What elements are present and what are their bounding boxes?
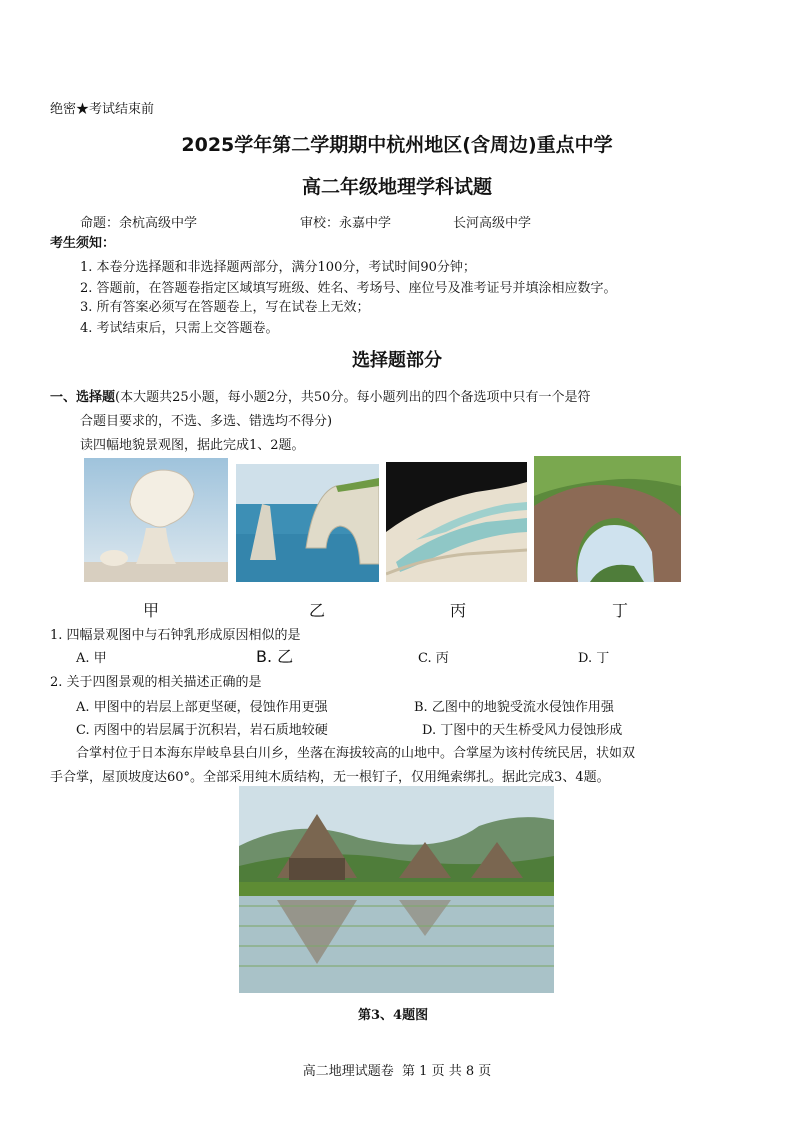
label-ding: 丁 <box>612 601 629 620</box>
photo-bing <box>386 462 527 582</box>
q2-option-c: C. 丙图中的岩层属于沉积岩，岩石质地较硬 <box>76 723 328 738</box>
secret-label: 绝密★考试结束前 <box>50 102 155 117</box>
proposer: 命题：余杭高级中学 <box>80 216 198 231</box>
photo-yi <box>236 464 379 582</box>
village-caption: 第3、4题图 <box>358 1008 429 1023</box>
passage-line-2: 手合掌，屋顶坡度达60°。全部采用纯木质结构，无一根钉子，仅用绳索绑扎。据此完成3、4题。 <box>50 770 610 785</box>
q2-option-b: B. 乙图中的地貌受流水侵蚀作用强 <box>414 700 614 715</box>
travertine-terrace-icon <box>386 462 527 582</box>
passage-line-1: 合掌村位于日本海东岸岐阜县白川乡，坐落在海拔较高的山地中。合掌屋为该村传统民居，状如双 <box>76 746 636 761</box>
q2-option-d: D. 丁图中的天生桥受风力侵蚀形成 <box>422 723 623 738</box>
mushroom-rock-icon <box>84 458 228 582</box>
q2-option-a: A. 甲图中的岩层上部更坚硬，侵蚀作用更强 <box>76 700 328 715</box>
notice-item: 4. 考试结束后，只需上交答题卷。 <box>80 321 279 336</box>
notice-item: 2. 答题前，在答题卷指定区域填写班级、姓名、考场号、座位号及准考证号并填涂相应数字。 <box>80 281 617 296</box>
label-bing: 丙 <box>450 601 467 620</box>
label-jia: 甲 <box>143 601 160 620</box>
notice-heading: 考生须知： <box>50 236 116 251</box>
part-desc: (本大题共25小题，每小题2分，共50分。每小题列出的四个备选项中只有一个是符 <box>115 390 591 405</box>
q1-option-a: A. 甲 <box>76 651 107 666</box>
label-yi: 乙 <box>309 601 326 620</box>
q2-stem: 2. 关于四图景观的相关描述正确的是 <box>50 675 262 690</box>
notice-item: 3. 所有答案必须写在答题卷上，写在试卷上无效； <box>80 300 370 315</box>
part-label: 一、选择题 <box>50 390 116 405</box>
natural-bridge-icon <box>534 456 681 582</box>
gassho-village-icon <box>239 786 554 993</box>
q1-option-c: C. 丙 <box>418 651 449 666</box>
photo-jia <box>84 458 228 582</box>
reviewer-2: 长河高级中学 <box>453 216 532 231</box>
page-footer: 高二地理试题卷 第 1 页 共 8 页 <box>302 1064 492 1079</box>
reviewer: 审校：永嘉中学 <box>300 216 392 231</box>
exam-title: 2025学年第二学期期中杭州地区(含周边)重点中学 <box>181 134 613 156</box>
section-heading: 选择题部分 <box>352 350 442 371</box>
photo-ding <box>534 456 681 582</box>
sea-arch-icon <box>236 464 379 582</box>
part-description <box>50 386 590 405</box>
q1-option-b: B. 乙 <box>256 647 294 666</box>
q1-stem: 1. 四幅景观图中与石钟乳形成原因相似的是 <box>50 628 301 643</box>
village-photo <box>239 786 554 993</box>
exam-subtitle: 高二年级地理学科试题 <box>301 176 492 198</box>
intro-text: 读四幅地貌景观图，据此完成1、2题。 <box>80 438 305 453</box>
q1-option-d: D. 丁 <box>578 651 610 666</box>
notice-item: 1. 本卷分选择题和非选择题两部分，满分100分，考试时间90分钟； <box>80 260 476 275</box>
part-desc-cont: 合题目要求的，不选、多选、错选均不得分) <box>80 414 333 429</box>
